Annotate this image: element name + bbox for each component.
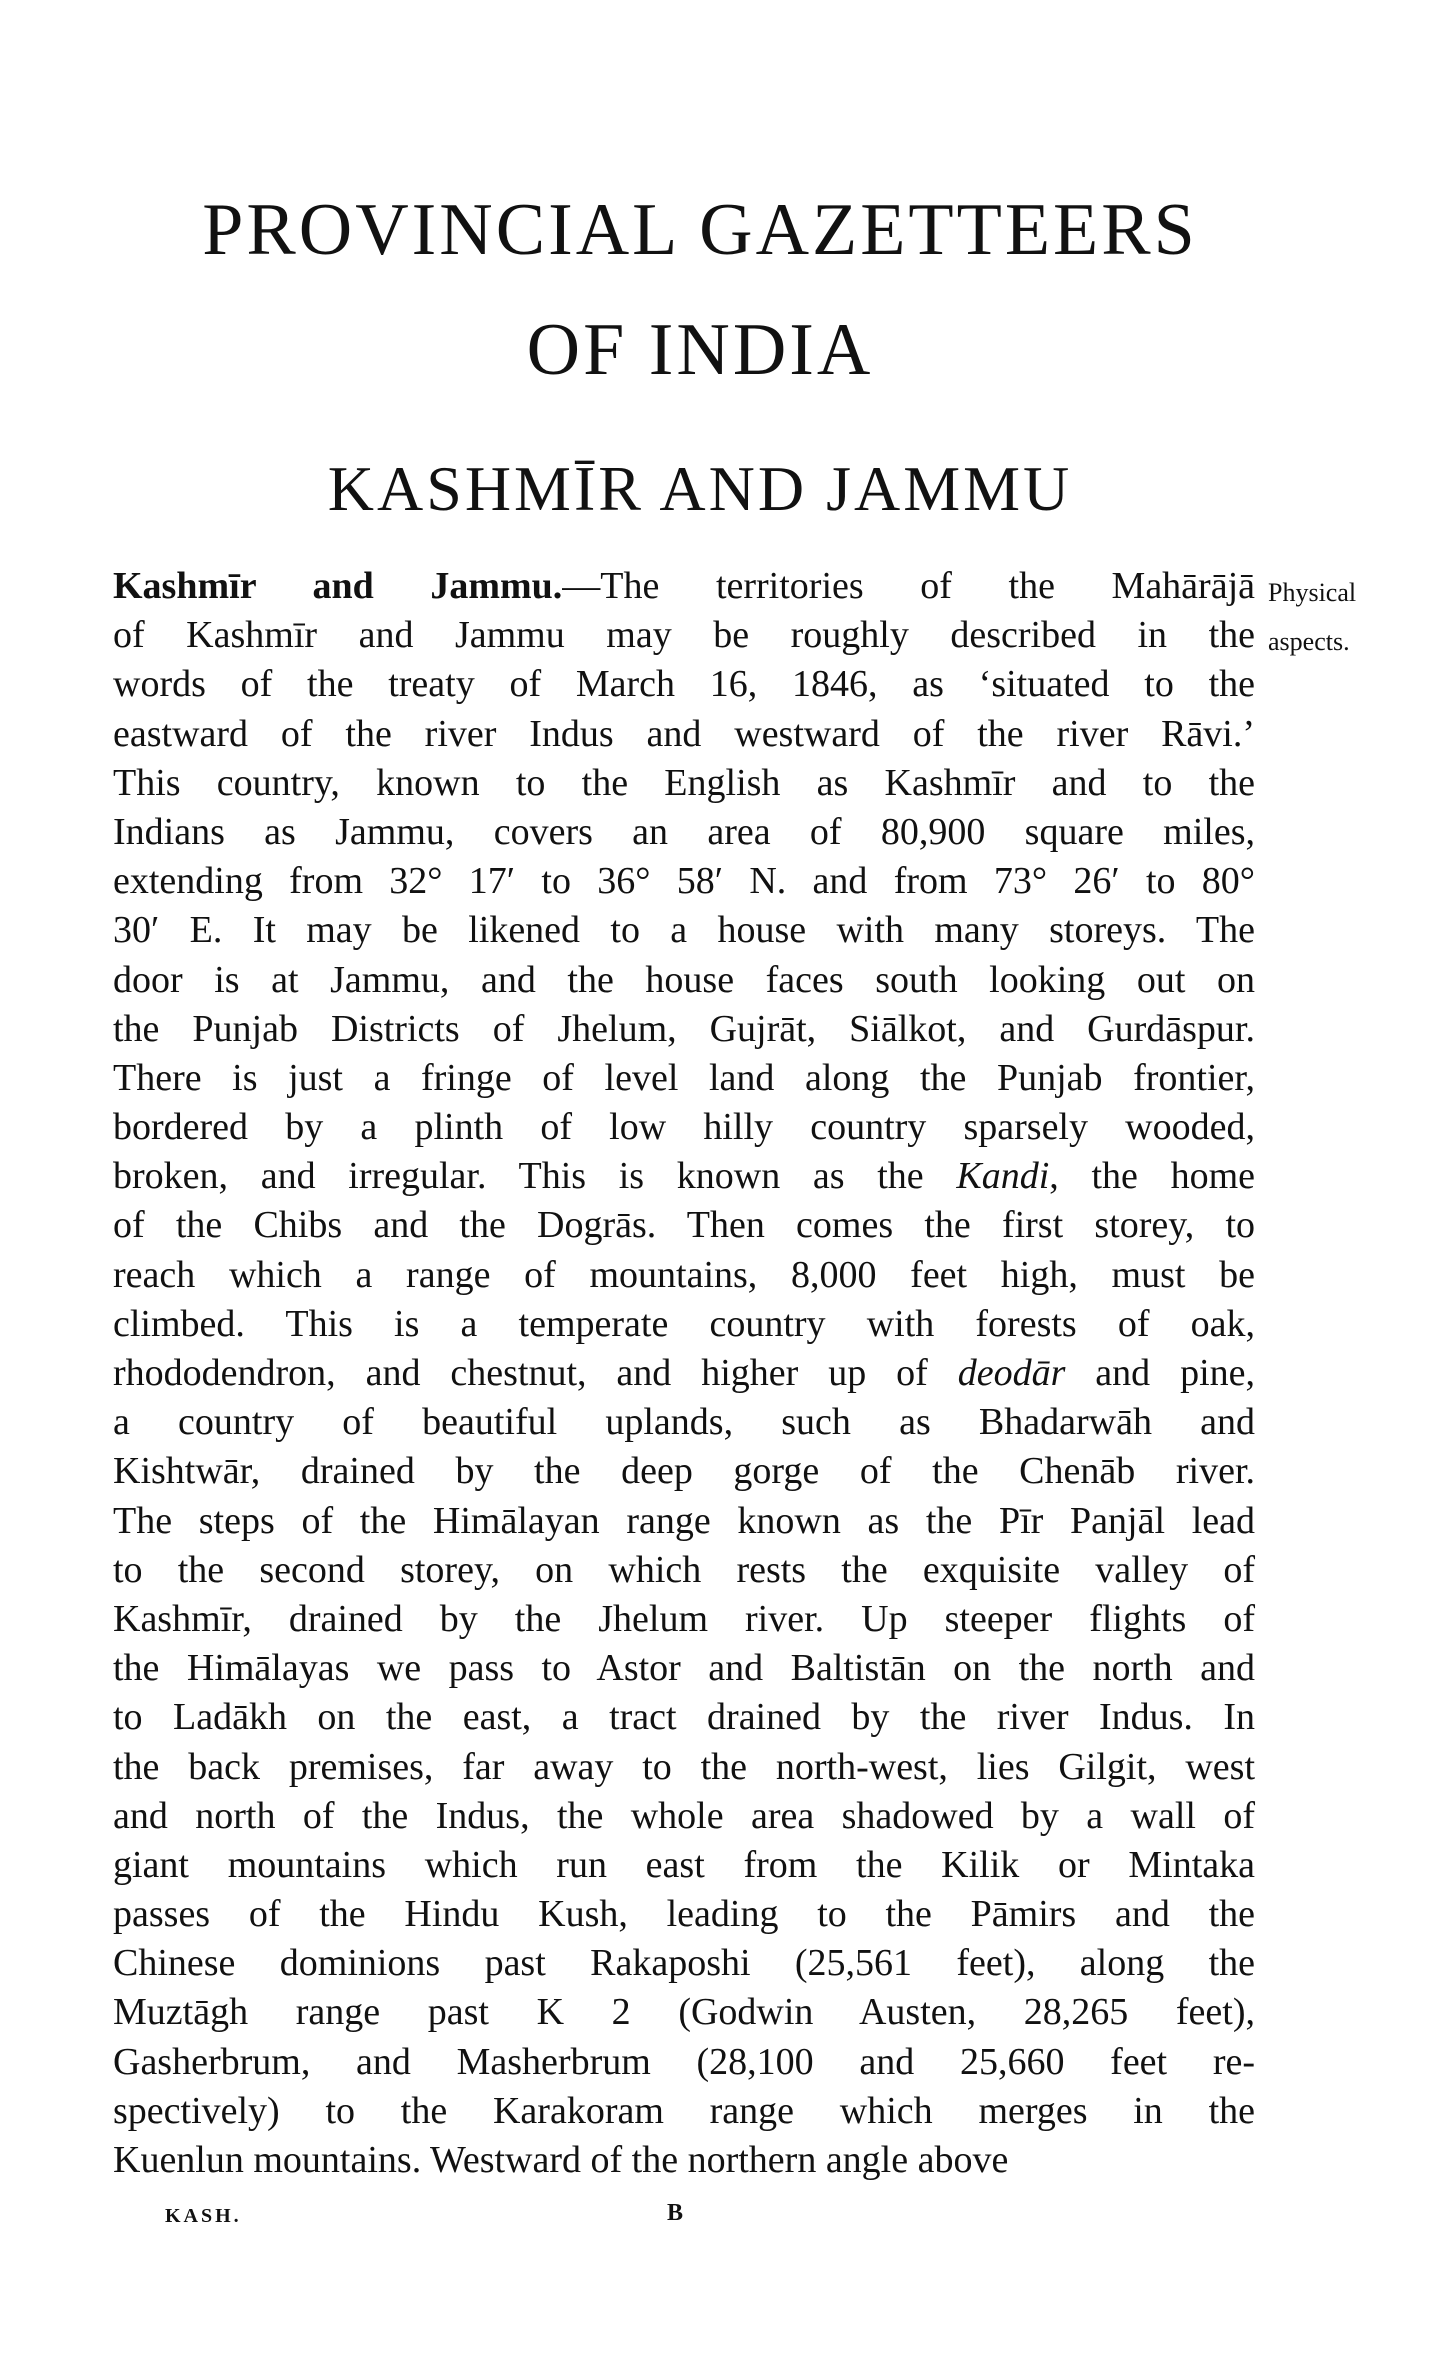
margin-note bbox=[1268, 568, 1356, 666]
page-title-line-1: PROVINCIAL GAZETTEERS bbox=[202, 189, 1198, 271]
text-line: Kishtwār, drained by the deep gorge of the Chenāb river. bbox=[113, 1450, 1255, 1493]
italic-term-deodar: deodār bbox=[957, 1352, 1066, 1394]
text-line: of the Chibs and the Dogrās. Then comes the first storey, to bbox=[113, 1204, 1255, 1247]
text-line-part: and pine, bbox=[1065, 1352, 1256, 1394]
text-line: the Punjab Districts of Jhelum, Gujrāt, Siālkot, and Gurdāspur. bbox=[113, 1007, 1255, 1050]
text-line: The steps of the Himālayan range known as the Pīr Panjāl lead bbox=[113, 1499, 1255, 1542]
text-line: Kashmīr, drained by the Jhelum river. Up steeper flights of bbox=[113, 1597, 1255, 1640]
text-line bbox=[113, 1349, 1255, 1398]
text-line: the Himālayas we pass to Astor and Baltistān on the north and bbox=[113, 1647, 1255, 1690]
text-line: 30′ E. It may be likened to a house with many storeys. The bbox=[113, 909, 1255, 952]
text-line bbox=[113, 562, 1255, 611]
text-line: to the second storey, on which rests the exquisite valley of bbox=[113, 1548, 1255, 1591]
text-line: reach which a range of mountains, 8,000 feet high, must be bbox=[113, 1253, 1255, 1296]
text-line: a country of beautiful uplands, such as Bhadarwāh and bbox=[113, 1401, 1255, 1444]
text-line: of Kashmīr and Jammu may be roughly described in the bbox=[113, 614, 1255, 657]
text-line: climbed. This is a temperate country with forests of oak, bbox=[113, 1302, 1255, 1345]
text-line: Kuenlun mountains. Westward of the northern angle above bbox=[113, 2139, 1009, 2181]
text-line: extending from 32° 17′ to 36° 58′ N. and from 73° 26′ to 80° bbox=[113, 860, 1255, 903]
text-line: bordered by a plinth of low hilly country sparsely wooded, bbox=[113, 1106, 1255, 1149]
text-line: Chinese dominions past Rakaposhi (25,561 feet), along the bbox=[113, 1942, 1255, 1985]
section-subtitle: KASHMĪR AND JAMMU bbox=[327, 453, 1073, 524]
text-line: There is just a fringe of level land along the Punjab frontier, bbox=[113, 1056, 1255, 1099]
text-line: passes of the Hindu Kush, leading to the Pāmirs and the bbox=[113, 1893, 1255, 1936]
text-line bbox=[113, 1152, 1255, 1201]
text-line: Muztāgh range past K 2 (Godwin Austen, 28,265 feet), bbox=[113, 1991, 1255, 2034]
text-line: eastward of the river Indus and westward of the river Rāvi.’ bbox=[113, 712, 1255, 755]
margin-note-line-2: aspects. bbox=[1268, 627, 1350, 656]
text-line: This country, known to the English as Kashmīr and to the bbox=[113, 761, 1255, 804]
footer-signature: KASH. bbox=[165, 2205, 242, 2227]
margin-note-line-1: Physical bbox=[1268, 578, 1357, 607]
text-line: to Ladākh on the east, a tract drained by the river Indus. In bbox=[113, 1696, 1255, 1739]
text-line: giant mountains which run east from the Kilik or Mintaka bbox=[113, 1843, 1255, 1886]
text-line-part: rhododendron, and chestnut, and higher up of bbox=[113, 1352, 958, 1394]
italic-term-kandi: Kandi bbox=[956, 1155, 1050, 1198]
text-line-part: broken, and irregular. This is known as the bbox=[113, 1155, 957, 1198]
page-title-line-2: OF INDIA bbox=[526, 309, 874, 391]
text-line: the back premises, far away to the north-west, lies Gilgit, west bbox=[113, 1745, 1255, 1788]
footer-sheet-letter: B bbox=[667, 2200, 684, 2226]
paragraph-heading: Kashmīr and Jammu. bbox=[113, 565, 563, 607]
text-line: and north of the Indus, the whole area shadowed by a wall of bbox=[113, 1794, 1255, 1837]
text-line-part: —The territories of the Mahārājā bbox=[562, 565, 1255, 607]
text-line: Gasherbrum, and Masherbrum (28,100 and 25,660 feet re- bbox=[113, 2040, 1255, 2083]
text-line: spectively) to the Karakoram range which merges in the bbox=[113, 2089, 1255, 2132]
text-line: words of the treaty of March 16, 1846, as ‘situated to the bbox=[113, 663, 1255, 706]
text-line-part: , the home bbox=[1049, 1155, 1255, 1198]
body-paragraph bbox=[113, 562, 1255, 2185]
text-line: door is at Jammu, and the house faces south looking out on bbox=[113, 958, 1255, 1001]
text-line: Indians as Jammu, covers an area of 80,900 square miles, bbox=[113, 810, 1255, 853]
